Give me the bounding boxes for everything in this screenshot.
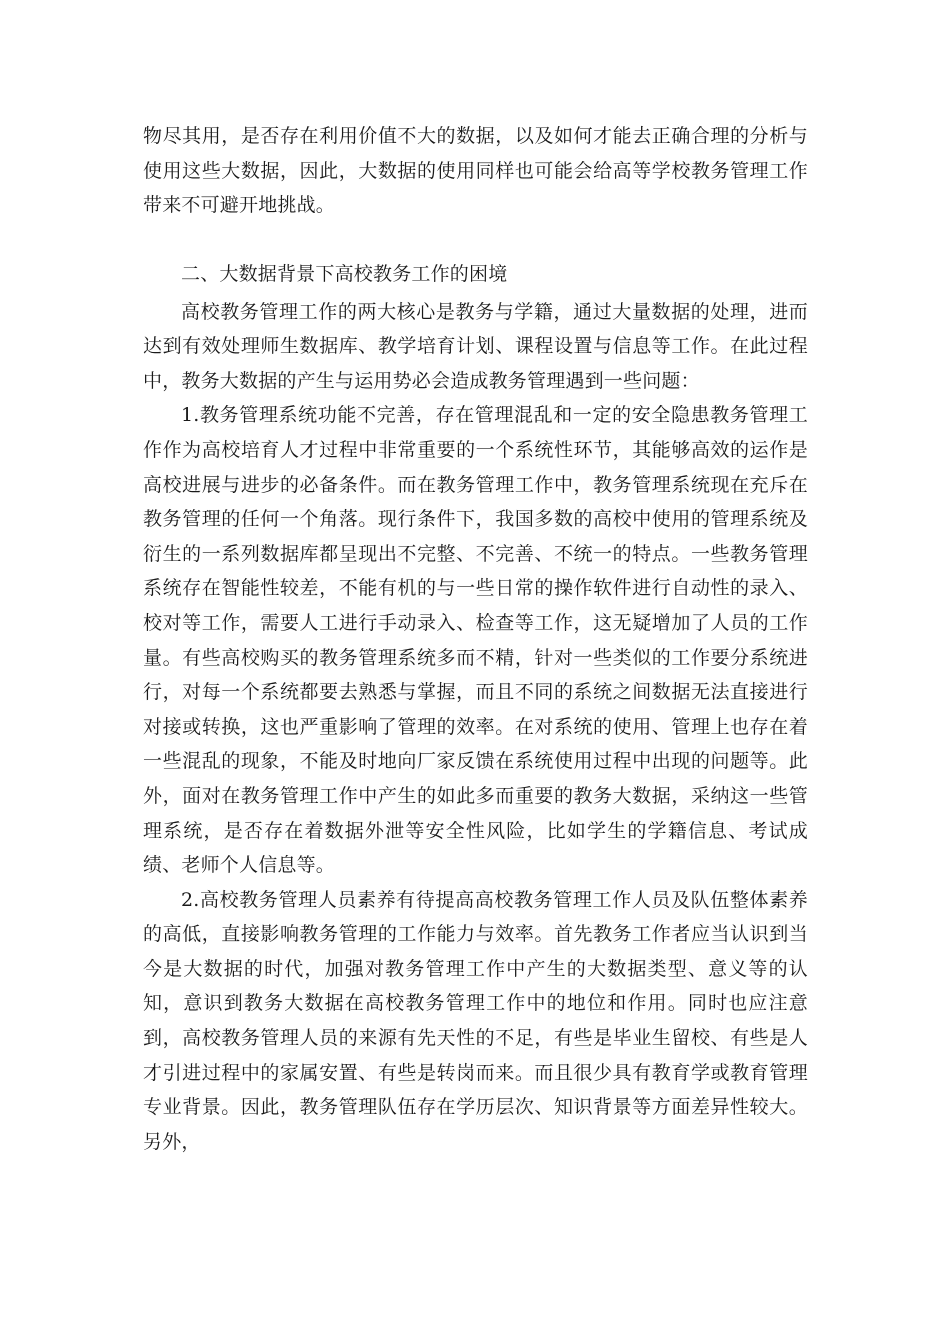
- intro-paragraph: 高校教务管理工作的两大核心是教务与学籍，通过大量数据的处理，进而达到有效处理师生数据库、教学培育计划、课程设置与信息等工作。在此过程中，教务大数据的产生与运用势必会造成教务管理遇到一些问题：: [143, 300, 808, 392]
- point-2-paragraph: 2.高校教务管理人员素养有待提高高校教务管理工作人员及队伍整体素养的高低，直接影响教务管理的工作能力与效率。首先教务工作者应当认识到当今是大数据的时代，加强对教务管理工作中产生的大数据类型、意义等的认知，意识到教务大数据在高校教务管理工作中的地位和作用。同时也应注意到，高校教务管理人员的来源有先天性的不足，有些是毕业生留校、有些是人才引进过程中的家属安置、有些是转岗而来。而且很少具有教育学或教育管理专业背景。因此，教务管理队伍存在学历层次、知识背景等方面差异性较大。另外，: [143, 888, 808, 1153]
- continuation-block: [143, 119, 808, 223]
- section-block: [143, 257, 808, 1159]
- continuation-paragraph: 物尽其用，是否存在利用价值不大的数据，以及如何才能去正确合理的分析与使用这些大数据，因此，大数据的使用同样也可能会给高等学校教务管理工作带来不可避开地挑战。: [143, 125, 808, 217]
- point-1-paragraph: 1.教务管理系统功能不完善，存在管理混乱和一定的安全隐患教务管理工作作为高校培育人才过程中非常重要的一个系统性环节，其能够高效的运作是高校进展与进步的必备条件。而在教务管理工作中，教务管理系统现在充斥在教务管理的任何一个角落。现行条件下，我国多数的高校中使用的管理系统及衍生的一系列数据库都呈现出不完整、不完善、不统一的特点。一些教务管理系统存在智能性较差，不能有机的与一些日常的操作软件进行自动性的录入、校对等工作，需要人工进行手动录入、检查等工作，这无疑增加了人员的工作量。有些高校购买的教务管理系统多而不精，针对一些类似的工作要分系统进行，对每一个系统都要去熟悉与掌握，而且不同的系统之间数据无法直接进行对接或转换，这也严重影响了管理的效率。在对系统的使用、管理上也存在着一些混乱的现象，不能及时地向厂家反馈在系统使用过程中出现的问题等。此外，面对在教务管理工作中产生的如此多而重要的教务大数据，采纳这一些管理系统，是否存在着数据外泄等安全性风险，比如学生的学籍信息、考试成绩、老师个人信息等。: [143, 404, 808, 877]
- section-heading: 二、大数据背景下高校教务工作的困境: [181, 263, 508, 285]
